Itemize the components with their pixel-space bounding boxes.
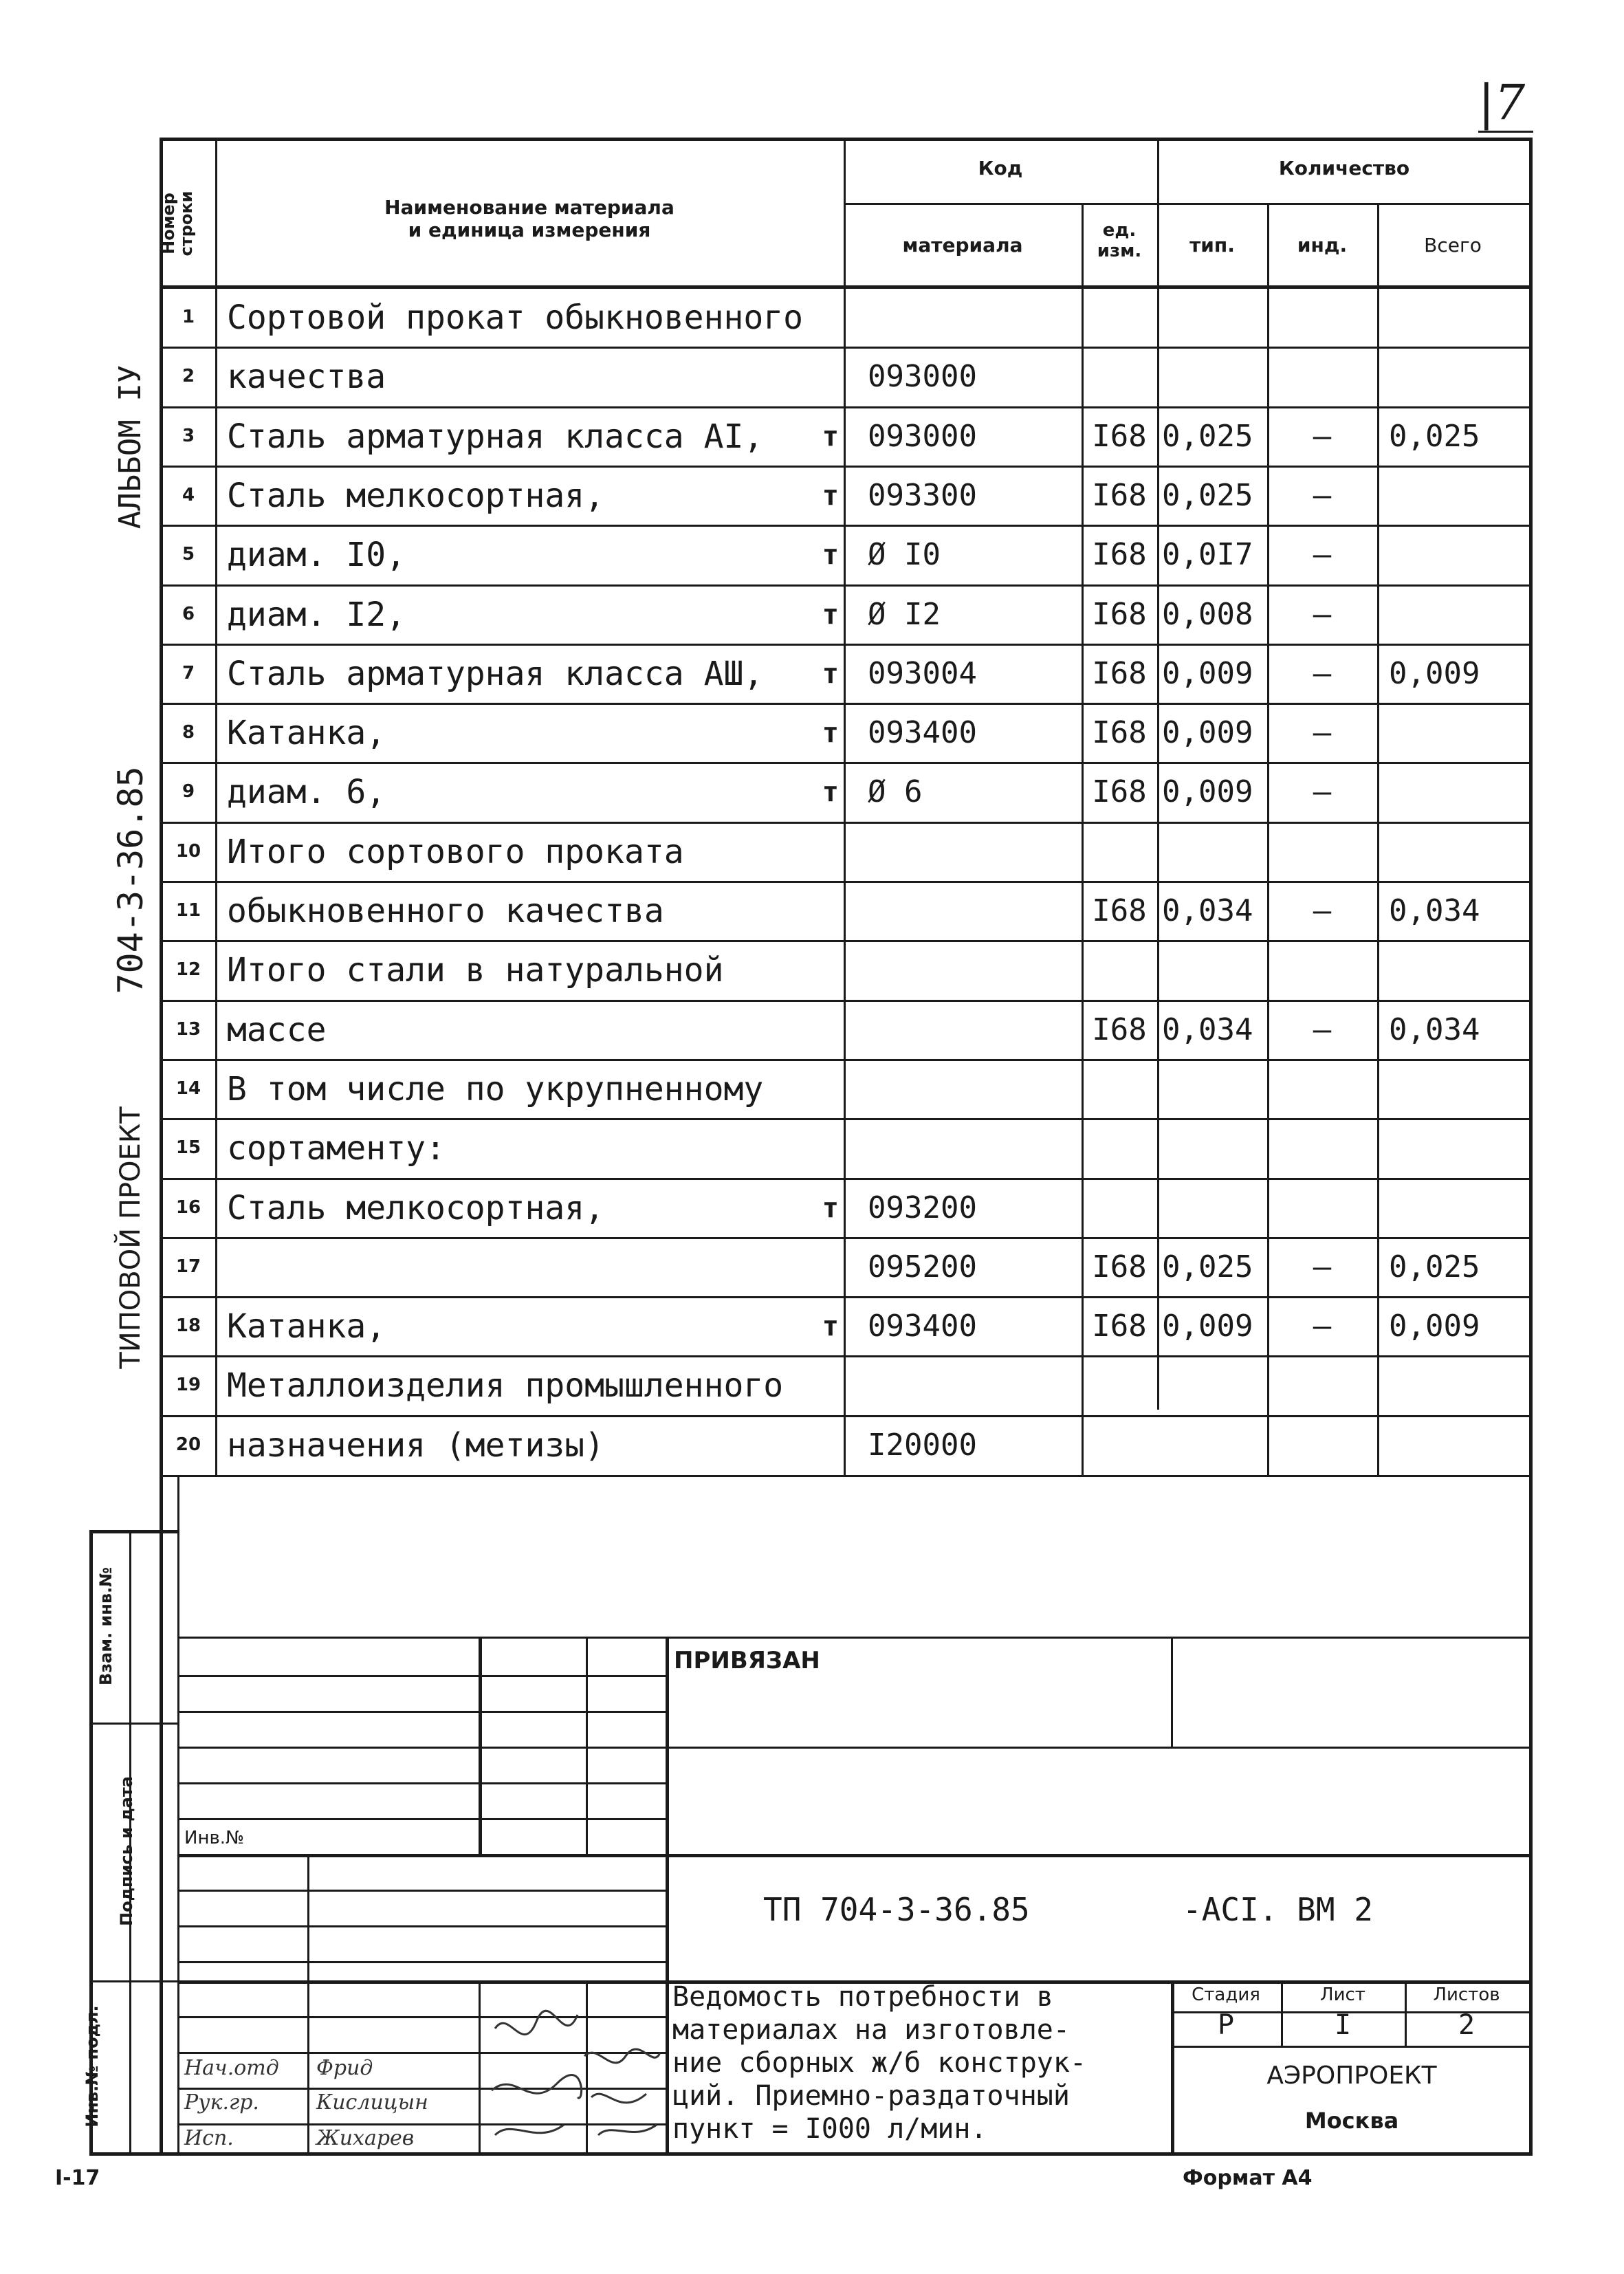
row-qty-ind: — xyxy=(1313,1309,1332,1344)
row-name: диам. I0, xyxy=(227,536,406,575)
row-unit: т xyxy=(822,776,839,809)
row-unit: т xyxy=(822,420,839,452)
doc-title xyxy=(672,1980,1167,2145)
doc-title-line: пункт = I000 л/мин. xyxy=(672,2113,987,2145)
row-name: диам. I2, xyxy=(227,595,406,634)
row-code: 093000 xyxy=(868,359,977,395)
sheets-label: Листов xyxy=(1433,1985,1500,2005)
row-number: 4 xyxy=(182,484,195,505)
row-name: Сталь арматурная класса АI, xyxy=(227,417,764,456)
row-code: 093004 xyxy=(868,655,977,691)
signature-scribbles xyxy=(481,2001,666,2152)
signature-role: Нач.отд xyxy=(184,2056,279,2080)
doc-code: ТП 704-3-36.85 xyxy=(763,1891,1030,1928)
row-unit: т xyxy=(822,539,839,571)
header-quantity: Количество xyxy=(1278,157,1410,179)
row-code: 093200 xyxy=(868,1190,977,1225)
row-qty-ind: — xyxy=(1313,715,1332,751)
stage-label: Стадия xyxy=(1192,1985,1260,2005)
row-qty-ind: — xyxy=(1313,1249,1332,1284)
row-unit-code: I68 xyxy=(1092,655,1147,691)
row-unit-code: I68 xyxy=(1092,537,1147,573)
row-number: 16 xyxy=(175,1196,201,1218)
doc-title-line: Ведомость потребности в xyxy=(672,1981,1053,2013)
project-type-label: ТИПОВОЙ ПРОЕКТ xyxy=(115,1106,146,1369)
row-unit-code: I68 xyxy=(1092,893,1147,928)
row-name: Сталь арматурная класса АШ, xyxy=(227,654,764,693)
row-unit: т xyxy=(822,1192,839,1224)
row-code: Ø I0 xyxy=(868,537,941,573)
signature-name: Фрид xyxy=(316,2056,373,2080)
row-name: назначения (метизы) xyxy=(227,1425,605,1465)
row-unit: т xyxy=(822,1311,839,1343)
row-qty-typ: 0,009 xyxy=(1162,1309,1253,1344)
row-qty-ind: — xyxy=(1313,1012,1332,1047)
row-unit: т xyxy=(822,657,839,690)
row-qty-ind: — xyxy=(1313,655,1332,691)
row-number: 2 xyxy=(182,366,195,387)
footer-format: Формат А4 xyxy=(1183,2166,1313,2190)
row-name: Сталь мелкосортная, xyxy=(227,476,605,515)
row-name: Сталь мелкосортная, xyxy=(227,1188,605,1227)
signature-name: Жихарев xyxy=(316,2126,415,2150)
privyazan-label: ПРИВЯЗАН xyxy=(674,1647,820,1674)
org-name: АЭРОПРОЕКТ xyxy=(1266,2062,1437,2090)
row-qty-total: 0,009 xyxy=(1389,655,1480,691)
row-unit: т xyxy=(822,598,839,631)
row-unit-code: I68 xyxy=(1092,774,1147,810)
header-qty-total: Всего xyxy=(1424,234,1482,256)
row-qty-typ: 0,034 xyxy=(1162,893,1253,928)
row-unit-code: I68 xyxy=(1092,418,1147,454)
row-number: 1 xyxy=(182,307,195,327)
doc-title-line: ций. Приемно-раздаточный xyxy=(672,2080,1070,2112)
row-code: 095200 xyxy=(868,1249,977,1284)
row-name: Металлоизделия промышленного xyxy=(227,1366,784,1406)
page-number-underline xyxy=(1478,131,1533,133)
footer-left: I-17 xyxy=(55,2166,100,2190)
row-code: 093400 xyxy=(868,715,977,751)
page-number: |7 xyxy=(1478,74,1526,131)
row-number: 20 xyxy=(175,1434,201,1455)
row-unit-code: I68 xyxy=(1092,596,1147,632)
row-name: Итого стали в натуральной xyxy=(227,951,724,990)
row-name: сортаменту: xyxy=(227,1129,446,1168)
stamp-vzam-label: Взам. инв.№ xyxy=(96,1566,116,1686)
row-number: 7 xyxy=(182,662,195,684)
header-name-line2: и единица измерения xyxy=(408,219,651,241)
row-qty-typ: 0,009 xyxy=(1162,655,1253,691)
row-qty-ind: — xyxy=(1313,537,1332,573)
row-code: 093300 xyxy=(868,477,977,513)
project-code-label: 704-3-36.85 xyxy=(111,766,151,994)
row-number: 5 xyxy=(182,544,195,565)
row-qty-ind: — xyxy=(1313,418,1332,454)
header-qty-typ: тип. xyxy=(1189,234,1235,256)
row-name: Сортовой прокат обыкновенного xyxy=(227,298,804,337)
row-name: качества xyxy=(227,358,386,397)
row-number: 8 xyxy=(182,722,195,743)
row-name: массе xyxy=(227,1010,327,1049)
header-name-line1: Наименование материала xyxy=(384,196,674,219)
row-number: 3 xyxy=(182,425,195,446)
row-unit-code: I68 xyxy=(1092,1012,1147,1047)
row-qty-total: 0,034 xyxy=(1389,893,1480,928)
row-number: 6 xyxy=(182,603,195,624)
row-unit: т xyxy=(822,479,839,512)
row-qty-total: 0,025 xyxy=(1389,418,1480,454)
doc-title-line: материалах на изготовле- xyxy=(672,2014,1070,2046)
row-unit: т xyxy=(822,717,839,750)
row-name: диам. 6, xyxy=(227,773,386,812)
row-number: 10 xyxy=(175,840,201,862)
row-qty-typ: 0,0I7 xyxy=(1162,537,1253,573)
header-code: Код xyxy=(978,157,1023,179)
row-name: Итого сортового проката xyxy=(227,832,684,871)
header-code-material: материала xyxy=(902,234,1023,256)
row-qty-typ: 0,034 xyxy=(1162,1012,1253,1047)
row-code: Ø I2 xyxy=(868,596,941,632)
row-number: 9 xyxy=(182,781,195,802)
row-qty-typ: 0,009 xyxy=(1162,715,1253,751)
row-qty-total: 0,025 xyxy=(1389,1249,1480,1284)
album-label: АЛЬБОМ IУ xyxy=(113,364,148,529)
row-qty-ind: — xyxy=(1313,477,1332,513)
row-qty-ind: — xyxy=(1313,893,1332,928)
row-qty-total: 0,034 xyxy=(1389,1012,1480,1047)
stage-value: Р xyxy=(1217,2009,1235,2041)
row-unit-code: I68 xyxy=(1092,477,1147,513)
row-number: 17 xyxy=(175,1256,201,1277)
row-unit-code: I68 xyxy=(1092,715,1147,751)
row-code: 093000 xyxy=(868,418,977,454)
header-name xyxy=(220,196,839,241)
header-row-number: Номер строки xyxy=(159,190,196,256)
row-name: Катанка, xyxy=(227,714,386,753)
row-number: 18 xyxy=(175,1315,201,1337)
row-name: обыкновенного качества xyxy=(227,892,664,930)
sheet-value: I xyxy=(1334,2009,1352,2041)
row-number: 15 xyxy=(175,1137,201,1159)
signature-name: Кислицын xyxy=(316,2090,428,2114)
row-code: I20000 xyxy=(868,1427,977,1463)
header-code-unit: ед. изм. xyxy=(1097,220,1142,261)
row-qty-ind: — xyxy=(1313,596,1332,632)
doc-suffix: -АСI. ВМ 2 xyxy=(1183,1891,1373,1928)
sheets-value: 2 xyxy=(1458,2009,1475,2041)
row-qty-typ: 0,009 xyxy=(1162,774,1253,810)
row-unit-code: I68 xyxy=(1092,1309,1147,1344)
row-qty-typ: 0,008 xyxy=(1162,596,1253,632)
row-qty-typ: 0,025 xyxy=(1162,477,1253,513)
row-code: 093400 xyxy=(868,1309,977,1344)
row-qty-typ: 0,025 xyxy=(1162,418,1253,454)
inv-no-label: Инв.№ xyxy=(184,1828,245,1848)
row-code: Ø 6 xyxy=(868,774,923,810)
signature-role: Рук.гр. xyxy=(184,2090,259,2114)
header-qty-ind: инд. xyxy=(1297,234,1348,256)
signature-role: Исп. xyxy=(184,2126,234,2150)
row-number: 19 xyxy=(175,1375,201,1396)
row-qty-ind: — xyxy=(1313,774,1332,810)
row-name: В том числе по укрупненному xyxy=(227,1069,764,1108)
row-number: 11 xyxy=(175,900,201,921)
row-name: Катанка, xyxy=(227,1307,386,1346)
row-number: 12 xyxy=(175,959,201,981)
row-qty-total: 0,009 xyxy=(1389,1309,1480,1344)
stamp-inv-podl-label: Инв.№ подл. xyxy=(83,2005,102,2128)
row-qty-typ: 0,025 xyxy=(1162,1249,1253,1284)
stamp-podpis-label: Подпись и дата xyxy=(117,1776,136,1926)
row-number: 14 xyxy=(175,1078,201,1099)
sheet-label: Лист xyxy=(1320,1985,1365,2005)
doc-title-line: ние сборных ж/б конструк- xyxy=(672,2047,1087,2079)
row-number: 13 xyxy=(175,1018,201,1040)
row-unit-code: I68 xyxy=(1092,1249,1147,1284)
org-city: Москва xyxy=(1304,2108,1399,2134)
